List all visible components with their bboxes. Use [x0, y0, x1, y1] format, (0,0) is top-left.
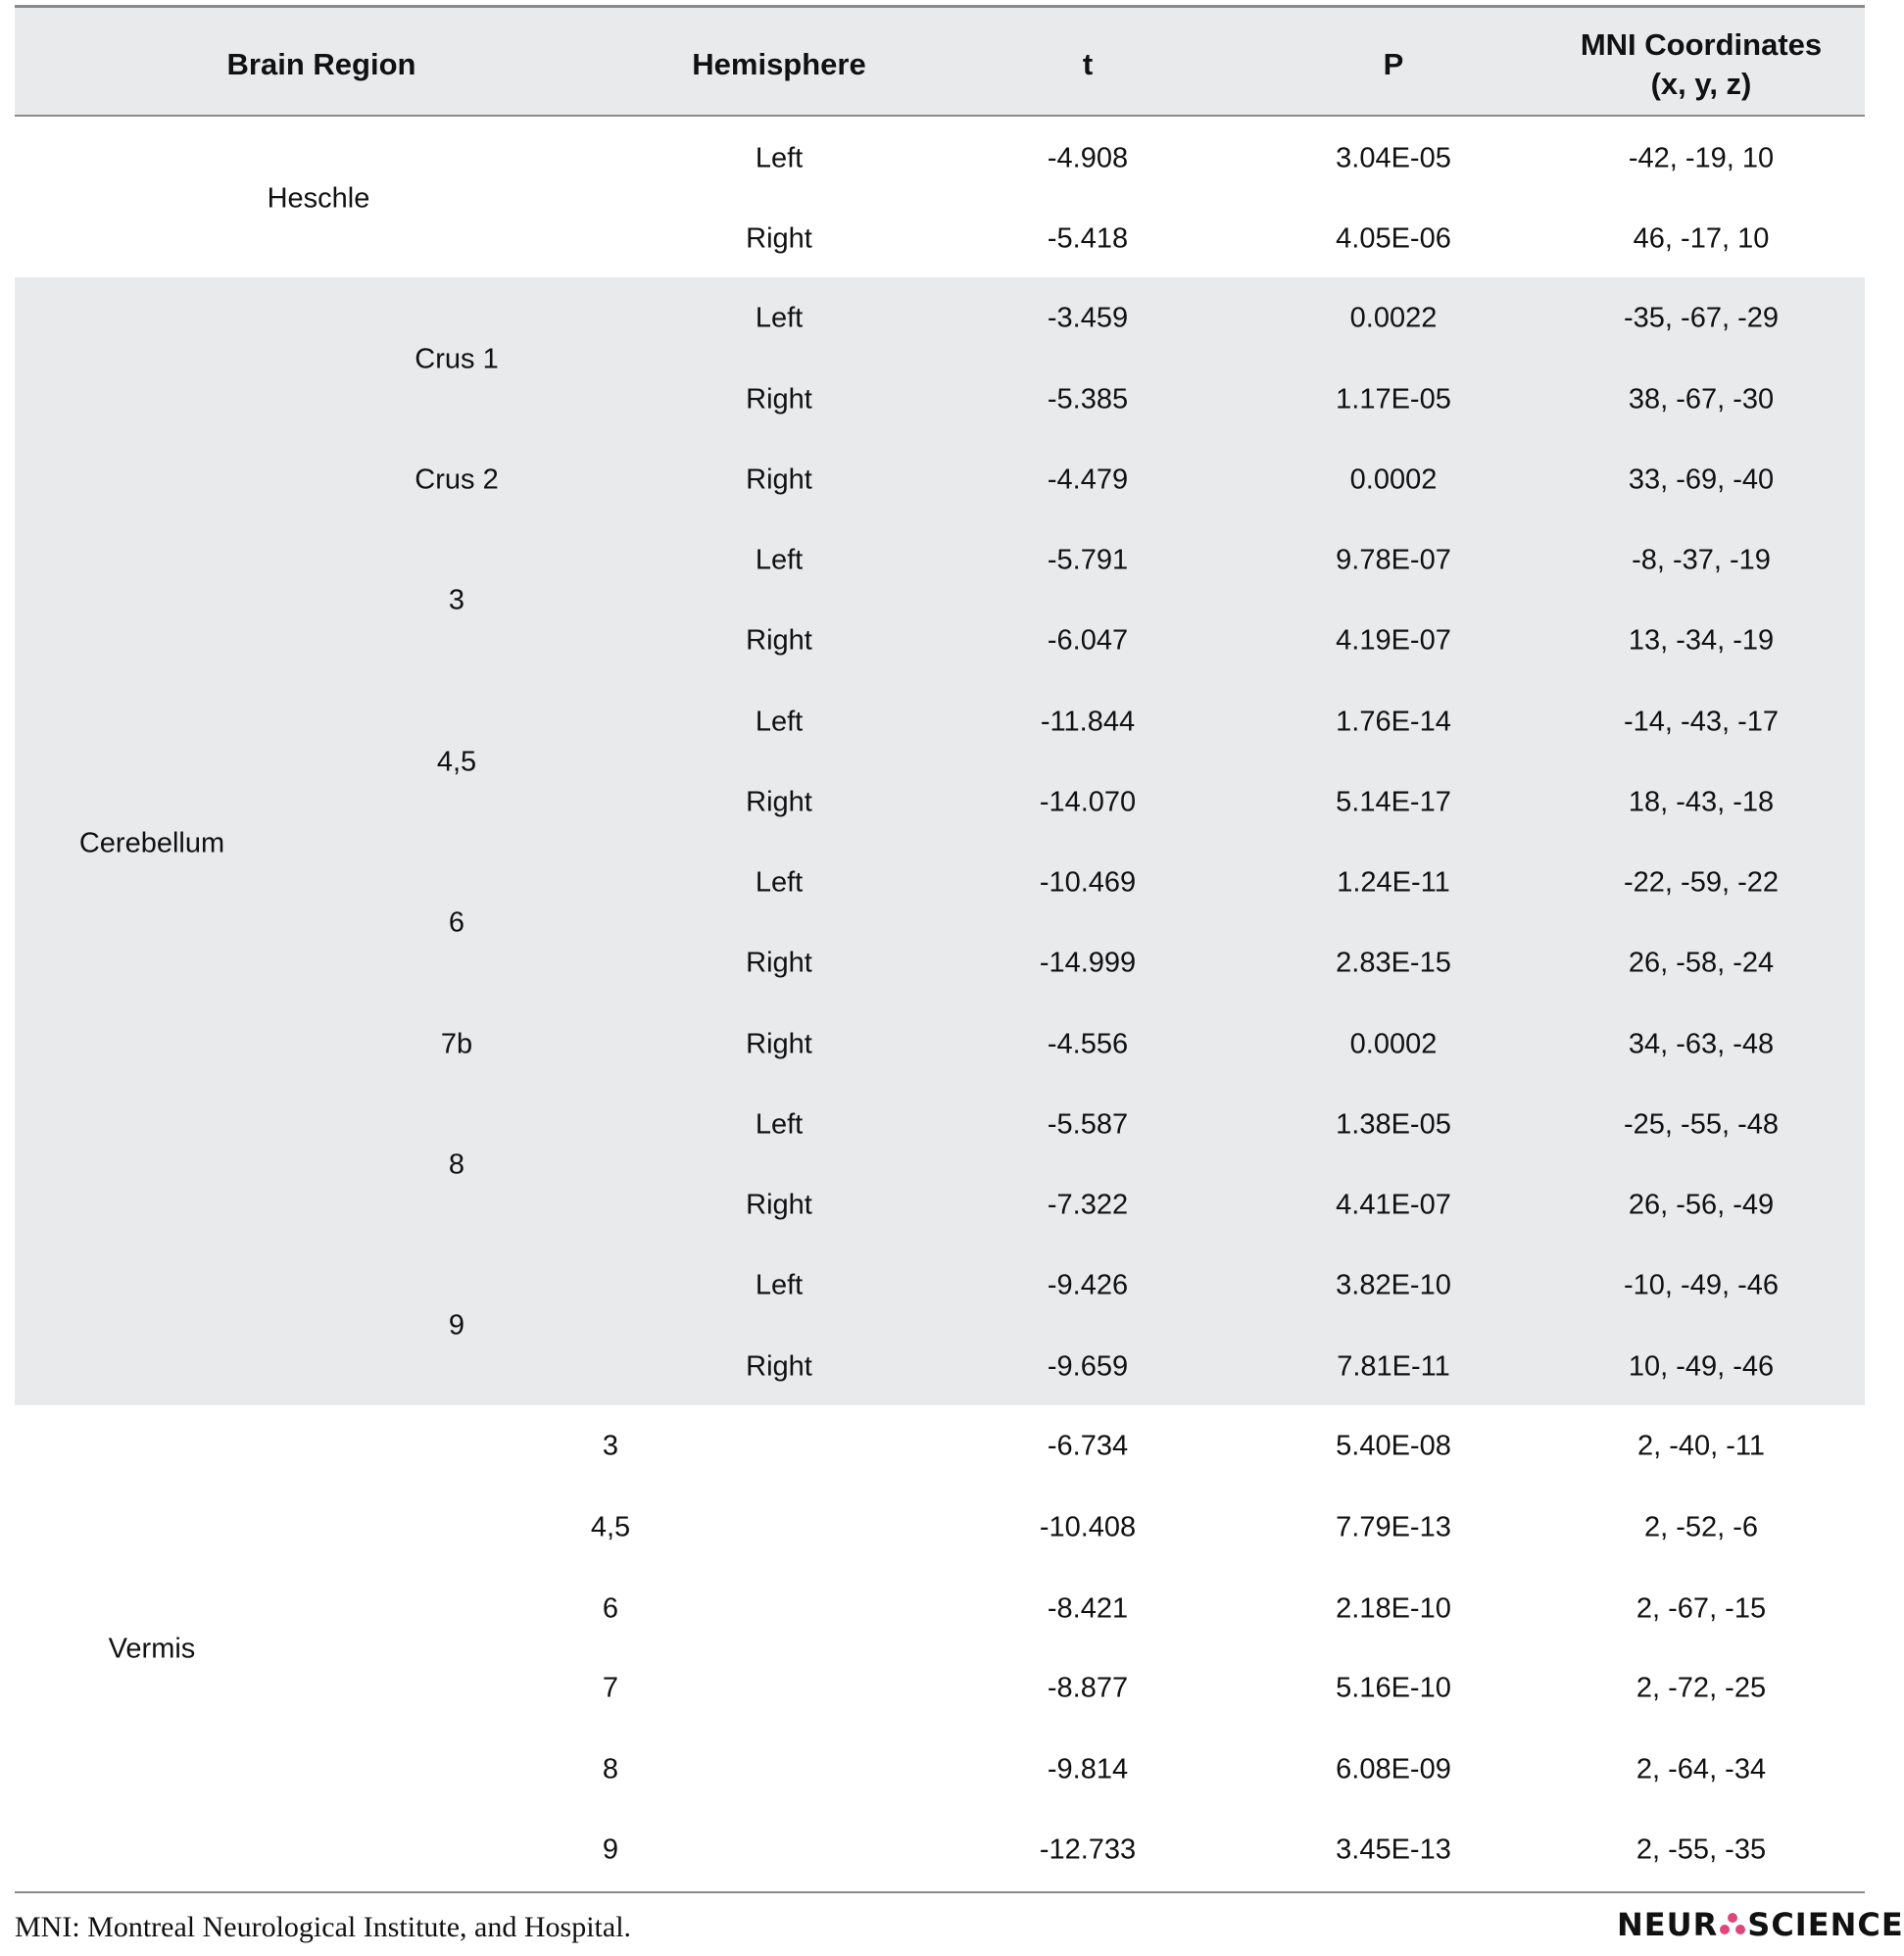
cell-p: 1.76E-14: [1336, 706, 1451, 738]
cell-mni: -10, -49, -46: [1624, 1269, 1779, 1301]
cell-p: 5.40E-08: [1336, 1430, 1451, 1462]
cell-t: -3.459: [1047, 302, 1129, 334]
cell-t: -14.999: [1039, 947, 1137, 979]
subregion-crus1: Crus 1: [415, 343, 499, 375]
cell-t: -4.908: [1047, 142, 1129, 174]
cell-hemisphere: Right: [746, 383, 812, 416]
subregion-8: 8: [448, 1149, 465, 1181]
subregion-4-5: 4,5: [436, 746, 477, 778]
cell-p: 2.18E-10: [1336, 1592, 1451, 1625]
table-header: [15, 8, 1865, 117]
cell-p: 1.38E-05: [1336, 1108, 1451, 1141]
results-table: [15, 5, 1865, 1900]
cell-t: -9.814: [1047, 1753, 1129, 1785]
subregion-crus2: Crus 2: [415, 464, 499, 496]
cell-hemisphere: Left: [755, 1108, 804, 1141]
cell-hemisphere: Left: [755, 302, 804, 334]
cell-mni: 2, -40, -11: [1636, 1430, 1766, 1462]
cell-hemisphere: Left: [755, 544, 804, 576]
cell-mni: -42, -19, 10: [1628, 142, 1775, 174]
vermis-subregion-3: 3: [602, 1430, 619, 1462]
cell-mni: 46, -17, 10: [1633, 222, 1770, 255]
cell-mni: -8, -37, -19: [1632, 544, 1771, 576]
cell-mni: -14, -43, -17: [1624, 706, 1779, 738]
header-t: t: [1082, 47, 1094, 81]
cell-t: -4.556: [1047, 1028, 1129, 1060]
cell-mni: 10, -49, -46: [1628, 1350, 1775, 1383]
cell-t: -7.322: [1047, 1189, 1129, 1221]
vermis-subregion-6: 6: [602, 1592, 619, 1625]
cell-p: 3.04E-05: [1336, 142, 1451, 174]
cell-mni: 2, -72, -25: [1635, 1672, 1767, 1704]
cell-hemisphere: Right: [746, 1189, 812, 1221]
cell-p: 3.82E-10: [1336, 1269, 1451, 1301]
cell-hemisphere: Right: [746, 464, 812, 496]
bottom-rule: [15, 1891, 1865, 1893]
cell-t: -8.421: [1047, 1592, 1129, 1625]
cell-hemisphere: Right: [746, 222, 812, 255]
header-mni-line2: (x, y, z): [1650, 67, 1752, 101]
cell-p: 1.24E-11: [1337, 866, 1450, 899]
cell-t: -5.385: [1047, 383, 1129, 416]
cell-p: 4.19E-07: [1336, 624, 1451, 657]
cerebellum-band: [15, 277, 1865, 1405]
cell-t: -5.418: [1047, 222, 1129, 255]
cell-mni: 2, -64, -34: [1635, 1753, 1767, 1785]
cell-p: 0.0002: [1349, 464, 1438, 496]
subregion-6: 6: [448, 906, 465, 939]
group-vermis: Vermis: [108, 1633, 196, 1665]
cell-mni: 2, -55, -35: [1635, 1834, 1767, 1866]
cell-p: 9.78E-07: [1336, 544, 1451, 576]
cell-hemisphere: Right: [746, 786, 812, 818]
cell-t: -5.587: [1047, 1108, 1129, 1141]
cell-mni: 33, -69, -40: [1628, 464, 1775, 496]
vermis-subregion-9: 9: [602, 1834, 619, 1866]
cell-mni: 2, -52, -6: [1643, 1511, 1759, 1543]
logo-text-left: NEUR: [1617, 1906, 1719, 1943]
cell-hemisphere: Left: [755, 706, 804, 738]
cell-hemisphere: Right: [746, 947, 812, 979]
cell-mni: 38, -67, -30: [1628, 383, 1775, 416]
cell-mni: -35, -67, -29: [1624, 302, 1779, 334]
header-mni-line1: MNI Coordinates: [1580, 27, 1823, 62]
cell-t: -9.659: [1047, 1350, 1129, 1383]
subregion-9: 9: [448, 1309, 465, 1342]
cell-hemisphere: Right: [746, 624, 812, 657]
cell-mni: 18, -43, -18: [1628, 786, 1775, 818]
header-mni: [1581, 25, 1822, 104]
cell-p: 1.17E-05: [1336, 383, 1451, 416]
header-p: P: [1383, 47, 1404, 81]
logo-text-right: SCIENCE: [1747, 1906, 1904, 1943]
vermis-subregion-4-5: 4,5: [590, 1511, 631, 1543]
cell-p: 5.16E-10: [1336, 1672, 1451, 1704]
cell-p: 3.45E-13: [1336, 1834, 1451, 1866]
cell-mni: 13, -34, -19: [1628, 624, 1775, 657]
neuroscience-logo: [1617, 1906, 1904, 1943]
cell-p: 2.83E-15: [1336, 947, 1451, 979]
cell-t: -8.877: [1047, 1672, 1129, 1704]
cell-t: -11.844: [1040, 706, 1136, 738]
cell-p: 7.79E-13: [1336, 1511, 1451, 1543]
cell-t: -5.791: [1047, 544, 1129, 576]
cell-t: -6.047: [1047, 624, 1129, 657]
cell-p: 6.08E-09: [1336, 1753, 1451, 1785]
cell-t: -14.070: [1039, 786, 1137, 818]
cell-p: 4.05E-06: [1336, 222, 1451, 255]
cell-p: 0.0002: [1349, 1028, 1438, 1060]
cell-p: 5.14E-17: [1336, 786, 1451, 818]
cell-mni: 26, -58, -24: [1628, 947, 1775, 979]
vermis-subregion-7: 7: [602, 1672, 619, 1704]
footnote: MNI: Montreal Neurological Institute, and Hospital.: [15, 1911, 632, 1943]
logo-o-icon: [1720, 1913, 1745, 1938]
header-brain-region: Brain Region: [226, 47, 416, 81]
cell-t: -6.734: [1047, 1430, 1129, 1462]
cell-hemisphere: Left: [755, 142, 804, 174]
group-cerebellum: Cerebellum: [78, 827, 225, 859]
cell-hemisphere: Left: [755, 866, 804, 899]
cell-t: -12.733: [1039, 1834, 1137, 1866]
cell-p: 4.41E-07: [1336, 1189, 1451, 1221]
cell-p: 7.81E-11: [1337, 1350, 1450, 1383]
subregion-7b: 7b: [440, 1028, 473, 1060]
cell-mni: -25, -55, -48: [1624, 1108, 1779, 1141]
cell-hemisphere: Right: [746, 1350, 812, 1383]
subregion-3: 3: [448, 584, 465, 616]
cell-t: -4.479: [1047, 464, 1129, 496]
cell-hemisphere: Left: [755, 1269, 804, 1301]
header-hemisphere: Hemisphere: [692, 47, 866, 81]
group-heschle: Heschle: [267, 182, 370, 215]
cell-p: 0.0022: [1349, 302, 1438, 334]
vermis-subregion-8: 8: [602, 1753, 619, 1785]
cell-mni: 34, -63, -48: [1628, 1028, 1775, 1060]
cell-t: -9.426: [1047, 1269, 1129, 1301]
cell-hemisphere: Right: [746, 1028, 812, 1060]
cell-t: -10.408: [1039, 1511, 1137, 1543]
cell-mni: -22, -59, -22: [1624, 866, 1779, 899]
cell-mni: 2, -67, -15: [1635, 1592, 1767, 1625]
table-body: [15, 117, 1865, 1900]
cell-mni: 26, -56, -49: [1628, 1189, 1775, 1221]
cell-t: -10.469: [1039, 866, 1137, 899]
